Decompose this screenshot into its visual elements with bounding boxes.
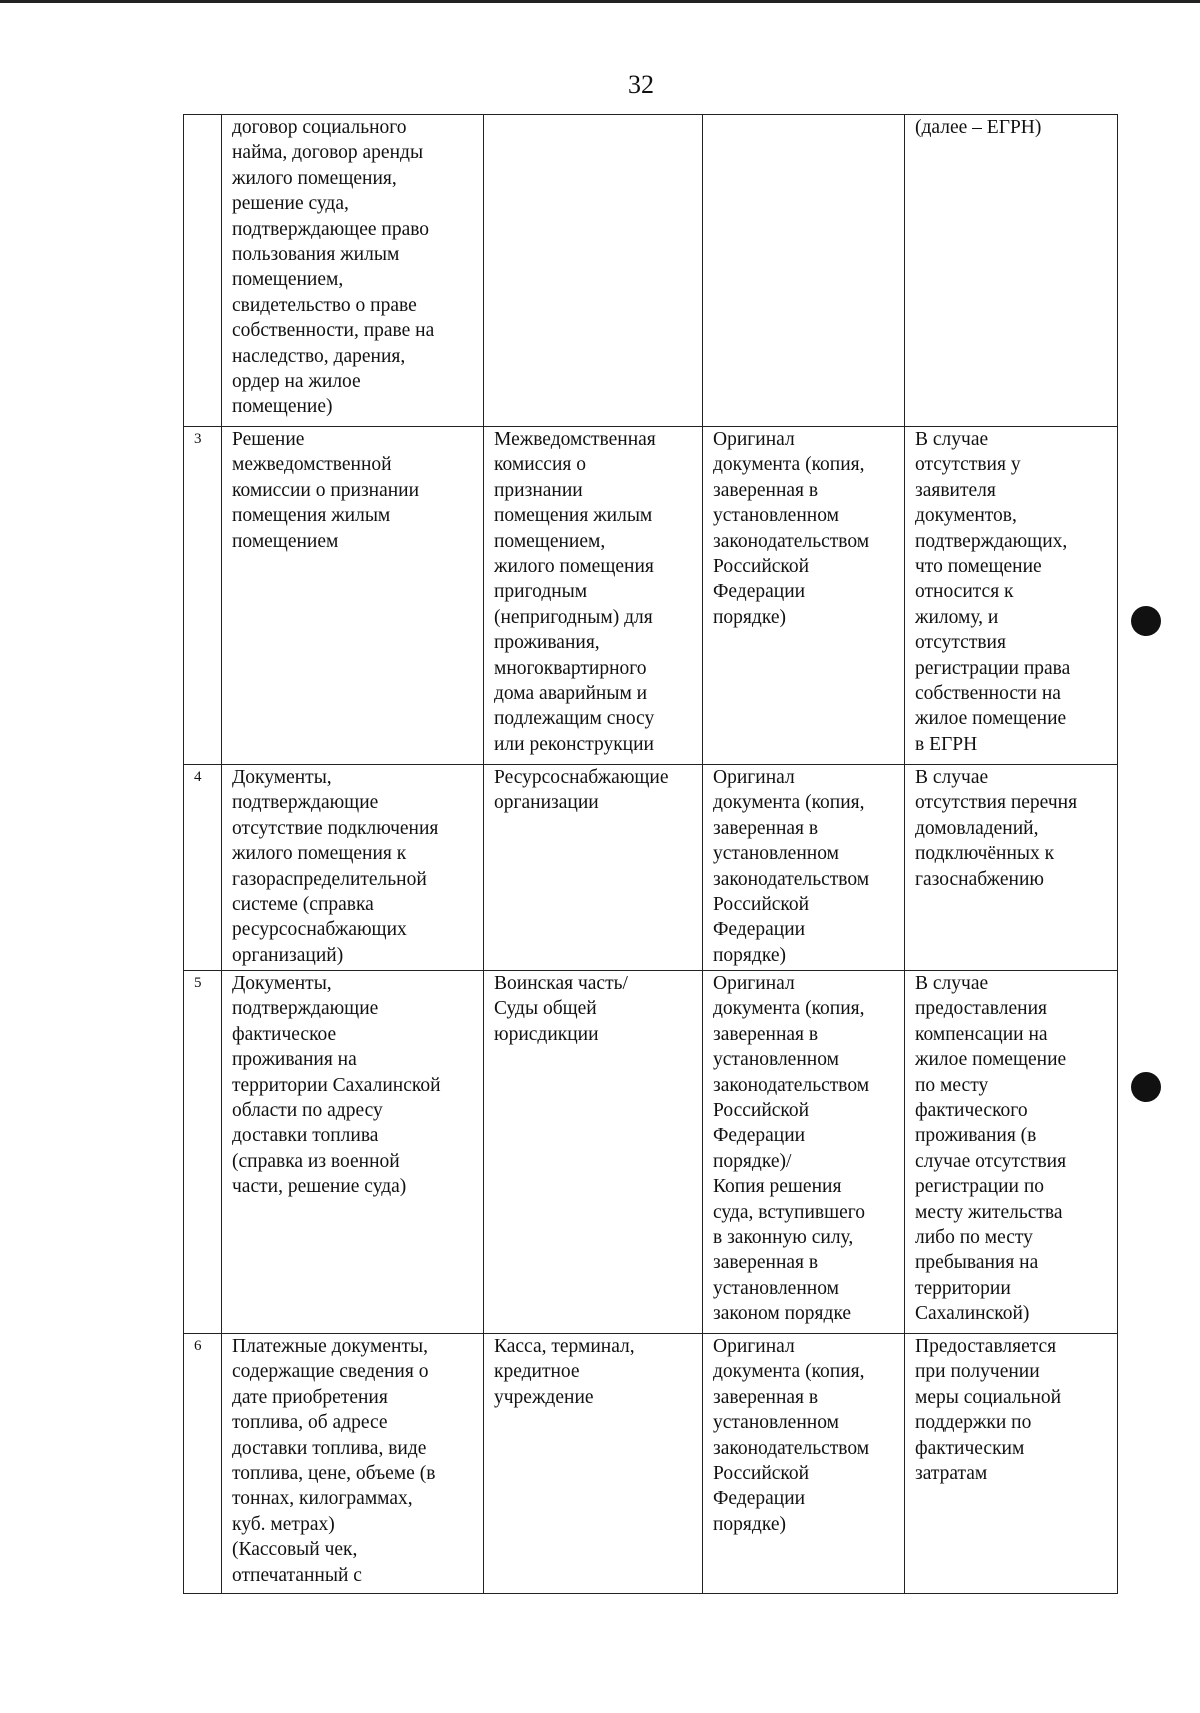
punch-hole-mark <box>1131 606 1161 636</box>
source-text: Касса, терминал, кредитное учреждение <box>494 1336 635 1408</box>
document-cell <box>222 1334 484 1594</box>
form-text: Оригинал документа (копия, заверенная в установленном законодательством Российской Федерации порядке) <box>713 767 870 966</box>
form-text: Оригинал документа (копия, заверенная в установленном законодательством Российской Федерации порядке)/ Копия решения суда, вступившего в законную силу, заверенная в установленном законом порядке <box>713 973 870 1325</box>
form-cell <box>703 115 905 427</box>
source-cell <box>484 971 703 1334</box>
row-number <box>184 115 222 427</box>
note-cell <box>905 1334 1118 1594</box>
note-cell <box>905 115 1118 427</box>
table-row <box>184 971 1118 1334</box>
top-border-line <box>0 0 1200 3</box>
document-text: Документы, подтверждающие фактическое проживания на территории Сахалинской области по адресу доставки топлива (справка из военной части, решение суда) <box>232 973 441 1198</box>
table-row <box>184 765 1118 971</box>
source-text: Ресурсоснабжающие организации <box>494 767 669 814</box>
form-cell <box>703 427 905 765</box>
source-cell <box>484 765 703 971</box>
form-text: Оригинал документа (копия, заверенная в установленном законодательством Российской Федерации порядке) <box>713 1336 870 1535</box>
punch-hole-mark <box>1131 1072 1161 1102</box>
note-text: В случае предоставления компенсации на жилое помещение по месту фактического проживания (в случае отсутствия регистрации по месту жительства либо по месту пребывания на территории Сахалинской) <box>915 973 1067 1325</box>
note-cell <box>905 427 1118 765</box>
document-text: Документы, подтверждающие отсутствие подключения жилого помещения к газораспределительной системе (справка ресурсоснабжающих организаций) <box>232 767 439 966</box>
note-cell <box>905 971 1118 1334</box>
document-text: Платежные документы, содержащие сведения о дате приобретения топлива, об адресе доставки топлива, виде топлива, цене, объеме (в тоннах, килограммах, куб. метрах) (Кассовый чек, отпечатанный с <box>232 1336 436 1586</box>
form-cell <box>703 971 905 1334</box>
row-number: 4 <box>184 765 222 971</box>
form-text: Оригинал документа (копия, заверенная в установленном законодательством Российской Федерации порядке) <box>713 429 870 628</box>
note-text: Предоставляется при получении меры социальной поддержки по фактическим затратам <box>915 1336 1062 1485</box>
note-text: В случае отсутствия перечня домовладений, подключённых к газоснабжению <box>915 767 1078 890</box>
row-number: 5 <box>184 971 222 1334</box>
source-text: Воинская часть/ Суды общей юрисдикции <box>494 973 628 1045</box>
row-number: 3 <box>184 427 222 765</box>
document-cell <box>222 115 484 427</box>
form-cell <box>703 765 905 971</box>
source-text: Межведомственная комиссия о признании помещения жилым помещением, жилого помещения пригодным (непригодным) для проживания, многоквартирного дома аварийным и подлежащим сносу или реконструкции <box>494 429 656 755</box>
table-row <box>184 1334 1118 1594</box>
row-number: 6 <box>184 1334 222 1594</box>
document-text: договор социального найма, договор аренды жилого помещения, решение суда, подтверждающее право пользования жилым помещением, свидетельство о праве собственности, праве на наследство, дарения, ордер на жилое помещение) <box>232 117 435 418</box>
document-cell <box>222 765 484 971</box>
form-cell <box>703 1334 905 1594</box>
note-text: В случае отсутствия у заявителя документов, подтверждающих, что помещение относится к жилому, и отсутствия регистрации права собственности на жилое помещение в ЕГРН <box>915 429 1071 755</box>
document-text: Решение межведомственной комиссии о признании помещения жилым помещением <box>232 429 420 552</box>
source-cell <box>484 115 703 427</box>
table-row <box>184 115 1118 427</box>
source-cell <box>484 427 703 765</box>
document-cell <box>222 971 484 1334</box>
note-text: (далее – ЕГРН) <box>915 117 1042 138</box>
page-number: 32 <box>628 70 654 99</box>
documents-table <box>183 114 1118 1594</box>
note-cell <box>905 765 1118 971</box>
source-cell <box>484 1334 703 1594</box>
table-row <box>184 427 1118 765</box>
document-cell <box>222 427 484 765</box>
